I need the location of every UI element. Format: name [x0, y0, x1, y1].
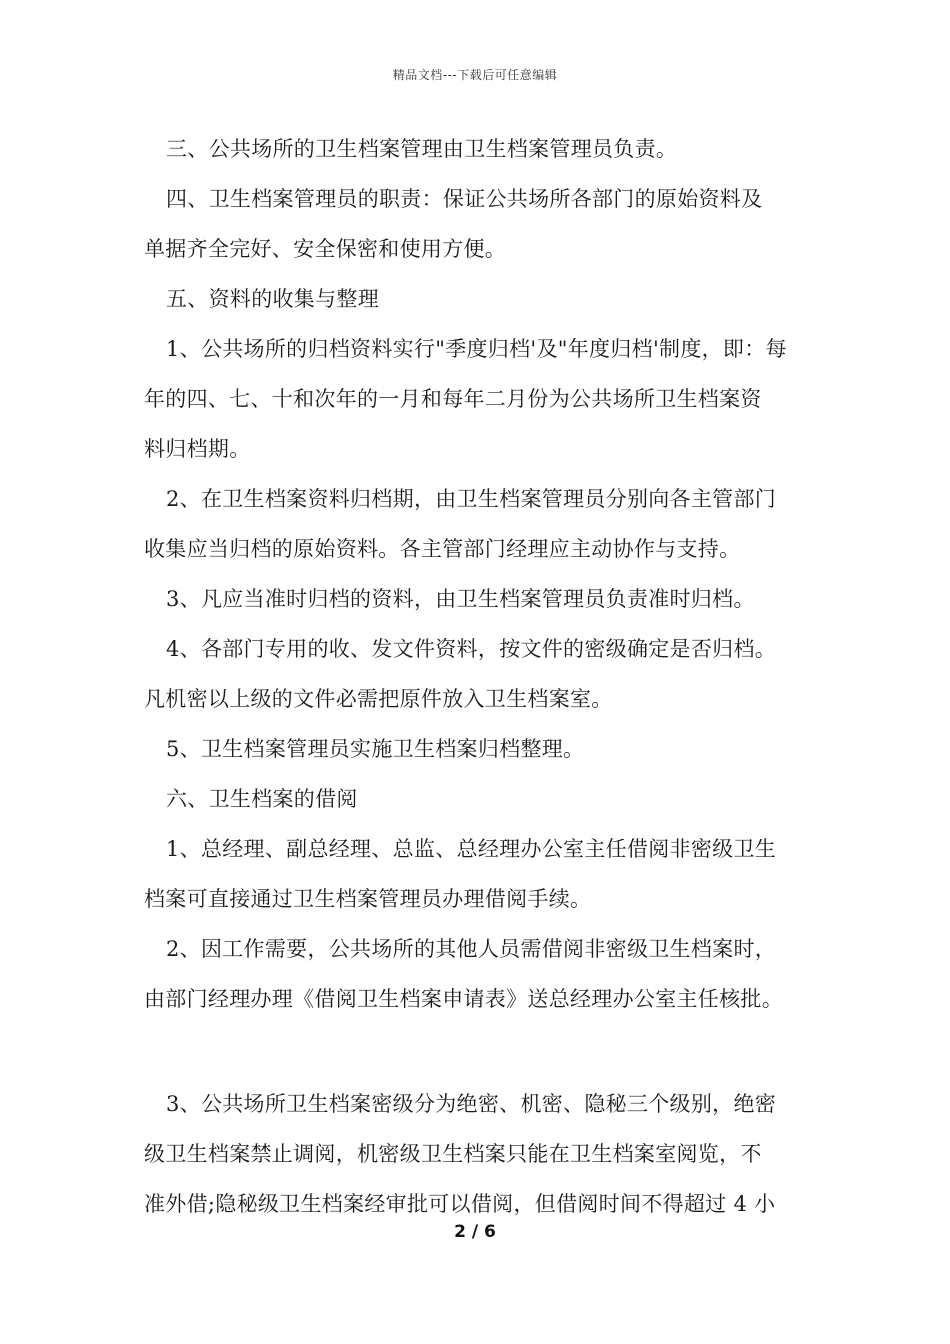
text-line: 1、总经理、副总经理、总监、总经理办公室主任借阅非密级卫生	[166, 837, 777, 861]
text-line: 2、在卫生档案资料归档期，由卫生档案管理员分别向各主管部门	[166, 487, 777, 511]
body-text	[144, 130, 824, 1235]
text-line: 料归档期。	[144, 437, 251, 461]
text-line: 五、资料的收集与整理	[166, 287, 379, 311]
page-header: 精品文档---下载后可任意编辑	[392, 68, 558, 82]
text-line: 由部门经理办理《借阅卫生档案申请表》送总经理办公室主任核批。	[144, 987, 783, 1011]
text-line: 四、卫生档案管理员的职责：保证公共场所各部门的原始资料及	[166, 187, 763, 211]
text-line: 六、卫生档案的借阅	[166, 787, 358, 811]
text-line: 档案可直接通过卫生档案管理员办理借阅手续。	[144, 887, 592, 911]
text-line: 级卫生档案禁止调阅，机密级卫生档案只能在卫生档案室阅览，不	[144, 1142, 762, 1166]
text-line: 单据齐全完好、安全保密和使用方便。	[144, 237, 507, 261]
text-line: 4、各部门专用的收、发文件资料，按文件的密级确定是否归档。	[166, 637, 777, 661]
text-line: 3、凡应当准时归档的资料，由卫生档案管理员负责准时归档。	[166, 587, 755, 611]
text-line: 年的四、七、十和次年的一月和每年二月份为公共场所卫生档案资	[144, 387, 762, 411]
text-line: 1、公共场所的归档资料实行"季度归档'及"年度归档'制度，即：每	[166, 337, 787, 361]
text-line: 5、卫生档案管理员实施卫生档案归档整理。	[166, 737, 585, 761]
blank-line	[144, 1030, 824, 1085]
text-line: 2、因工作需要，公共场所的其他人员需借阅非密级卫生档案时，	[166, 937, 777, 961]
text-line: 三、公共场所的卫生档案管理由卫生档案管理员负责。	[166, 137, 678, 161]
text-line: 3、公共场所卫生档案密级分为绝密、机密、隐秘三个级别，绝密	[166, 1092, 777, 1116]
text-line: 凡机密以上级的文件必需把原件放入卫生档案室。	[144, 687, 613, 711]
text-line: 收集应当归档的原始资料。各主管部门经理应主动协作与支持。	[144, 537, 741, 561]
page-number: 2 / 6	[454, 1222, 496, 1242]
text-line: 准外借;隐秘级卫生档案经审批可以借阅，但借阅时间不得超过 4 小	[144, 1192, 776, 1216]
